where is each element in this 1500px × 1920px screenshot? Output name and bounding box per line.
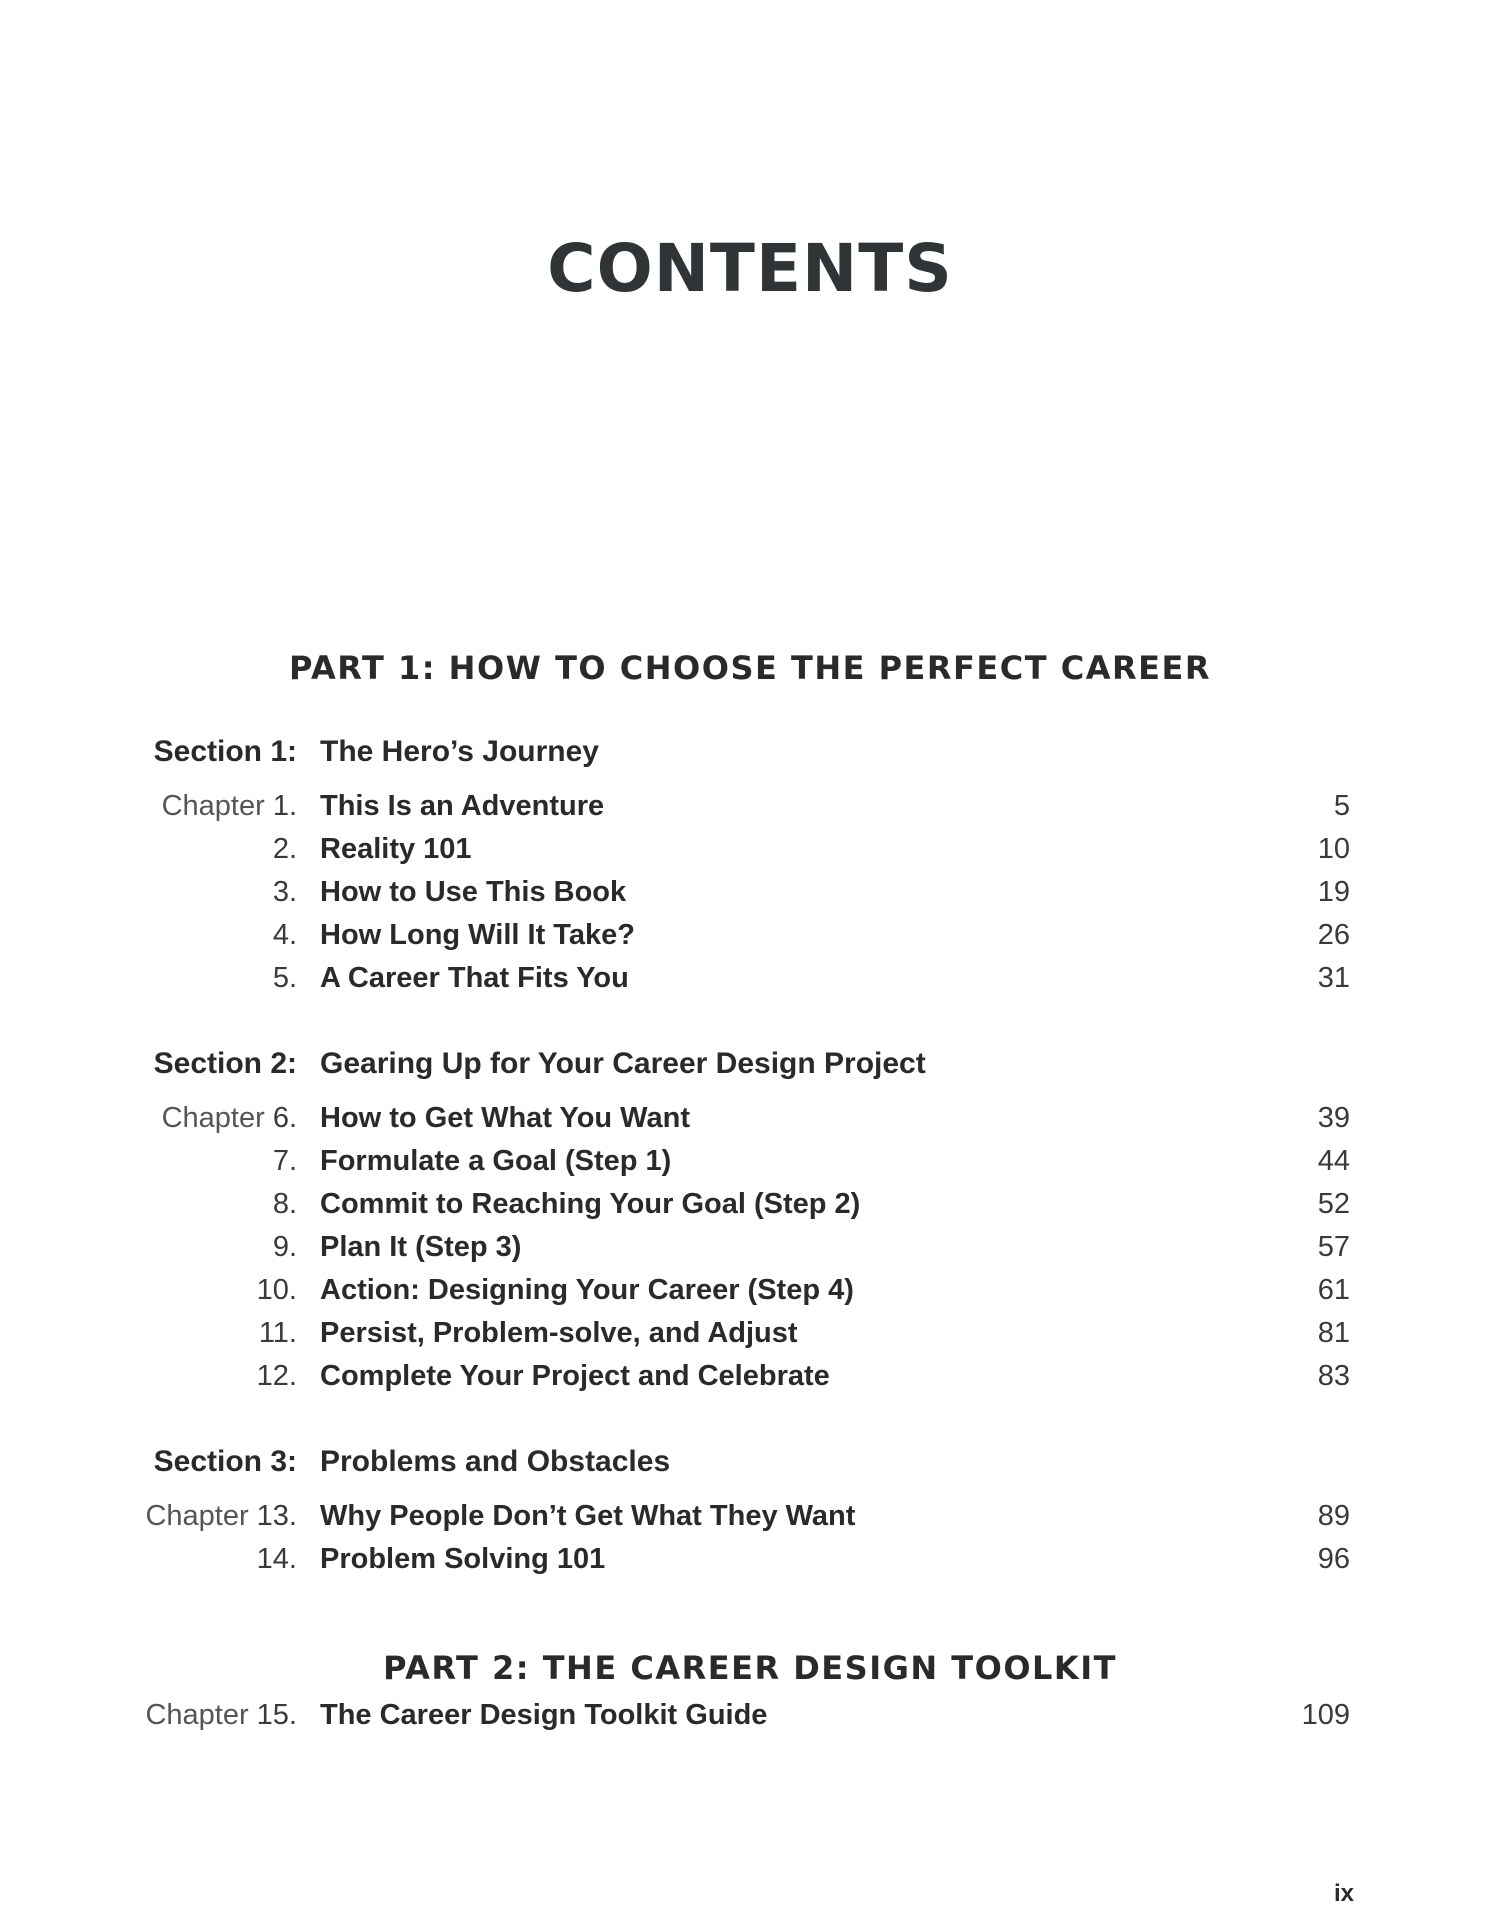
chapter-number: 12. xyxy=(256,1360,297,1392)
toc-row xyxy=(0,1313,1500,1353)
page-number: 83 xyxy=(1317,1360,1350,1392)
chapter-number: 10. xyxy=(256,1274,297,1306)
chapter-title: The Career Design Toolkit Guide xyxy=(320,1699,768,1731)
toc-row xyxy=(0,786,1500,826)
toc-row xyxy=(0,1539,1500,1579)
chapter-prefix: Chapter xyxy=(145,1500,249,1532)
chapter-number: 3. xyxy=(272,876,297,908)
toc-row xyxy=(0,1356,1500,1396)
section-3-row xyxy=(0,1442,1500,1482)
chapter-number xyxy=(145,1695,297,1735)
toc-row xyxy=(0,829,1500,869)
section-title: The Hero’s Journey xyxy=(320,735,599,768)
chapter-title: Action: Designing Your Career (Step 4) xyxy=(320,1274,854,1306)
section-1-row xyxy=(0,732,1500,772)
chapter-title: Why People Don’t Get What They Want xyxy=(320,1500,856,1532)
chapter-num: 6. xyxy=(272,1102,297,1134)
chapter-title: This Is an Adventure xyxy=(320,790,605,822)
chapter-title: Commit to Reaching Your Goal (Step 2) xyxy=(320,1188,861,1220)
page-number: 96 xyxy=(1317,1543,1350,1575)
page-number: 57 xyxy=(1317,1231,1350,1263)
chapter-number: 14. xyxy=(256,1543,297,1575)
chapter-title: Plan It (Step 3) xyxy=(320,1231,522,1263)
chapter-number xyxy=(162,786,297,826)
chapter-title: Problem Solving 101 xyxy=(320,1543,606,1575)
chapter-title: How to Use This Book xyxy=(320,876,627,908)
chapter-prefix: Chapter xyxy=(145,1699,249,1731)
page-number: 89 xyxy=(1317,1500,1350,1532)
page-number: 44 xyxy=(1317,1145,1350,1177)
toc-row xyxy=(0,1496,1500,1536)
chapter-title: Formulate a Goal (Step 1) xyxy=(320,1145,672,1177)
toc-row xyxy=(0,872,1500,912)
page-number: 52 xyxy=(1317,1188,1350,1220)
page-number: 19 xyxy=(1317,876,1350,908)
chapter-num: 1. xyxy=(272,790,297,822)
section-label: Section 2: xyxy=(153,1047,297,1080)
chapter-num: 15. xyxy=(256,1699,297,1731)
chapter-title: Reality 101 xyxy=(320,833,472,865)
toc-row xyxy=(0,958,1500,998)
toc-row xyxy=(0,1141,1500,1181)
chapter-prefix: Chapter xyxy=(161,1102,265,1134)
section-2-row xyxy=(0,1044,1500,1084)
toc-row xyxy=(0,1270,1500,1310)
toc-row xyxy=(0,1098,1500,1138)
toc-row xyxy=(0,1695,1500,1735)
part-2-heading: PART 2: THE CAREER DESIGN TOOLKIT xyxy=(383,1649,1117,1687)
page-number: 26 xyxy=(1317,919,1350,951)
chapter-number: 11. xyxy=(258,1317,297,1349)
page-number: 39 xyxy=(1317,1102,1350,1134)
chapter-title: How Long Will It Take? xyxy=(320,919,635,951)
chapter-number: 9. xyxy=(272,1231,297,1263)
section-title: Problems and Obstacles xyxy=(320,1445,671,1478)
page-number: 81 xyxy=(1317,1317,1350,1349)
section-title: Gearing Up for Your Career Design Project xyxy=(320,1047,926,1080)
page-number: 31 xyxy=(1317,962,1350,994)
chapter-title: Persist, Problem-solve, and Adjust xyxy=(320,1317,798,1349)
chapter-number xyxy=(145,1496,297,1536)
toc-row xyxy=(0,1227,1500,1267)
page-number: 61 xyxy=(1317,1274,1350,1306)
chapter-number: 7. xyxy=(272,1145,297,1177)
section-label: Section 3: xyxy=(153,1445,297,1478)
chapter-prefix: Chapter xyxy=(161,790,265,822)
chapter-title: A Career That Fits You xyxy=(320,962,629,994)
page-number: 109 xyxy=(1301,1699,1350,1731)
toc-row xyxy=(0,915,1500,955)
page-number: 10 xyxy=(1317,833,1350,865)
chapter-number: 4. xyxy=(272,919,297,951)
toc-row xyxy=(0,1184,1500,1224)
page-title: CONTENTS xyxy=(547,230,953,307)
chapter-number: 5. xyxy=(272,962,297,994)
section-label: Section 1: xyxy=(153,735,297,768)
page-folio: ix xyxy=(1333,1880,1354,1907)
page-number: 5 xyxy=(1333,790,1350,822)
chapter-number xyxy=(162,1098,297,1138)
part-1-heading: PART 1: HOW TO CHOOSE THE PERFECT CAREER xyxy=(289,649,1211,687)
chapter-title: How to Get What You Want xyxy=(320,1102,690,1134)
chapter-title: Complete Your Project and Celebrate xyxy=(320,1360,830,1392)
chapter-number: 8. xyxy=(272,1188,297,1220)
chapter-num: 13. xyxy=(256,1500,297,1532)
chapter-number: 2. xyxy=(272,833,297,865)
